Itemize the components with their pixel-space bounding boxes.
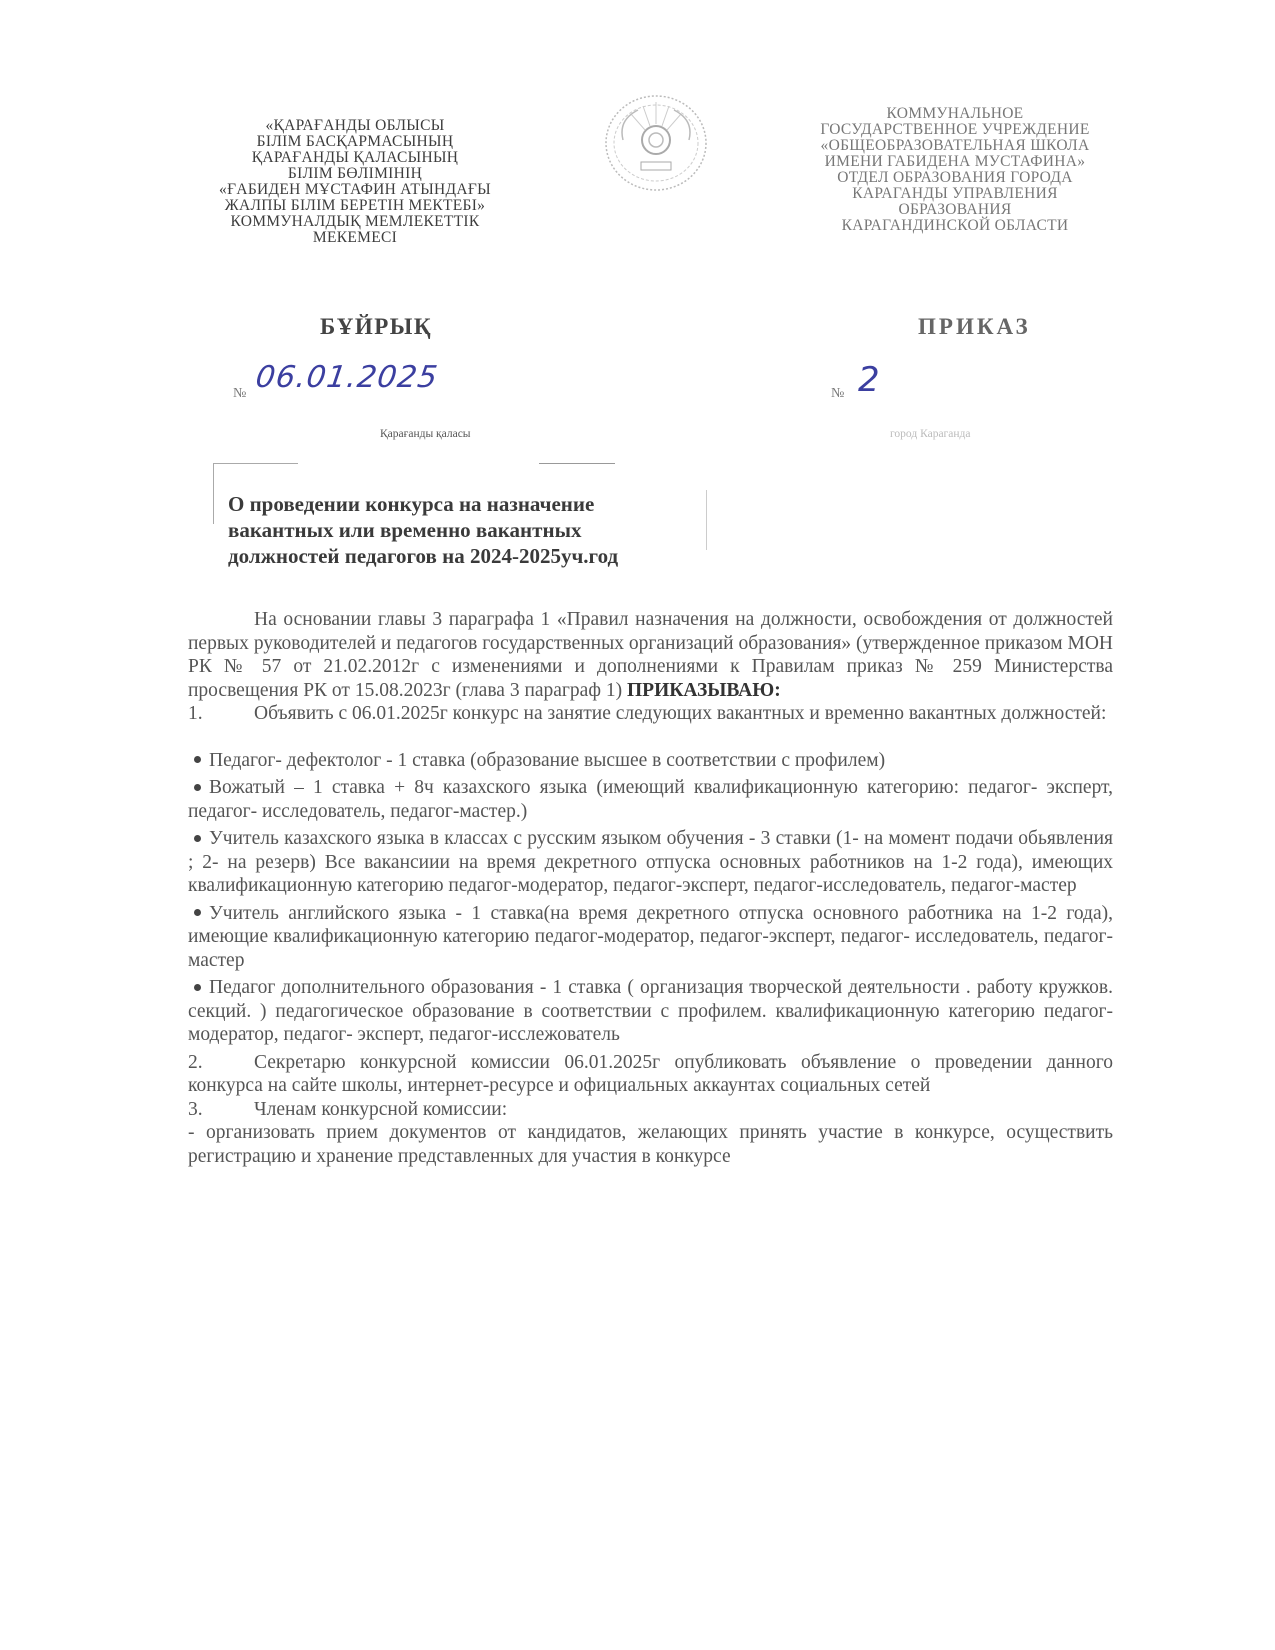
handwritten-order-number: 2 [858,360,880,400]
bullet-icon [194,835,201,842]
item-text: Членам конкурсной комиссии: [254,1098,508,1120]
position-item: Педагог дополнительного образования - 1 ставка ( организация творческой деятельности . работу кружков. секций. ) педагогическое образование в соответствии с профилем. квалификационную категорию педагог-модератор, педагог- эксперт, педагог-исслежователь [188,977,1113,1045]
order-item-3 [188,1098,1113,1122]
order-title-kz: БҰЙРЫҚ [320,314,433,339]
header-ru-line: КАРАГАНДЫ УПРАВЛЕНИЯ [852,185,1058,202]
header-ru-line: КОММУНАЛЬНОЕ [886,105,1024,122]
state-emblem-icon [603,90,709,196]
bullet-icon [194,756,201,763]
header-kz-line: БІЛІМ БАСҚАРМАСЫНЫҢ [256,133,454,150]
order-item-1 [188,702,1113,726]
order-item-2 [188,1051,1113,1098]
subject-bracket-right [539,463,615,464]
header-kz-line: «ҒАБИДЕН МҰСТАФИН АТЫНДАҒЫ [219,181,491,198]
header-kz-line: КОММУНАЛДЫҚ МЕМЛЕКЕТТІК [230,213,480,230]
header-ru-block [770,106,1140,234]
position-item: Учитель казахского языка в классах с русским языком обучения - 3 ставки (1- на момент подачи обьявления ; 2- на резерв) Все вакансиии на время декретного отпуска основных работников на 1-2 года), имеющих квалификационную категорию педагог-модератор, педагог-эксперт, педагог-исследователь, педагог-мастер [188,828,1113,896]
bullet-icon [194,784,201,791]
subject-line: О проведении конкурса на назначение [228,492,595,516]
preamble-text: На основании главы 3 параграфа 1 «Правил назначения на должности, освобождения от должностей первых руководителей и педагогов государственных организаций образования» (утвержденное приказом МОН РК № 57 от 21.02.2012г с изменениями и дополнениями к Правилам приказ № 259 Министерства просвещения РК от 15.08.2023г (глава 3 параграф 1) [188,609,1113,701]
item-text: Объявить с 06.01.2025г конкурс на занятие следующих вакантных и временно вакантных должностей: [254,703,1107,724]
header-kz-line: «ҚАРАҒАНДЫ ОБЛЫСЫ [265,117,445,134]
order-word: ПРИКАЗЫВАЮ: [626,679,781,701]
order-subject [228,491,618,569]
header-ru-line: КАРАГАНДИНСКОЙ ОБЛАСТИ [841,217,1069,234]
number-label-right: № [831,386,845,401]
header-kz-line: БІЛІМ БӨЛІМІНІҢ [287,165,423,182]
item-text: Секретарю конкурсной комиссии 06.01.2025г опубликовать объявление о проведении данного конкурса на сайте школы, интернет-ресурсе и официальных аккаунтах социальных сетей [188,1051,1113,1096]
header-kz-line: МЕКЕМЕСІ [312,229,398,246]
bullet-icon [194,984,201,991]
number-label-left: № [233,386,247,401]
header-ru-line: ОБРАЗОВАНИЯ [898,201,1012,218]
preamble-paragraph [188,608,1113,702]
header-kz-line: ҚАРАҒАНДЫ ҚАЛАСЫНЫҢ [251,149,459,166]
header-ru-line: «ОБЩЕОБРАЗОВАТЕЛЬНАЯ ШКОЛА [820,137,1090,154]
city-ru: город Караганда [890,428,971,440]
item-number: 2. [188,1051,203,1073]
order-item-3-sub: - организовать прием документов от кандидатов, желающих принять участие в конкурсе, осуществить регистрацию и хранение представленных для участия в конкурсе [188,1122,1113,1167]
handwritten-date: 06.01.2025 [253,360,441,395]
position-item: Учитель английского языка - 1 ставка(на время декретного отпуска основного работника на 1-2 года), имеющие квалификационную категорию педагог-модератор, педагог-эксперт, педагог- исследователь, педагог-мастер [188,902,1113,971]
header-ru-line: ГОСУДАРСТВЕННОЕ УЧРЕЖДЕНИЕ [820,121,1090,138]
header-ru-line: ИМЕНИ ГАБИДЕНА МУСТАФИНА» [824,153,1086,170]
order-title-ru: ПРИКАЗ [918,314,1031,339]
bullet-icon [194,909,201,916]
item-number: 1. [188,703,203,724]
subject-line: вакантных или временно вакантных [228,518,582,542]
position-item: Вожатый – 1 ставка + 8ч казахского языка (имеющий квалификационную категорию: педагог- эксперт, педагог- исследователь, педагог-мастер.) [188,777,1113,822]
position-item: Педагог- дефектолог - 1 ставка (образование высшее в соответствии с профилем) [188,749,1113,773]
subject-bracket-right-vertical [706,490,707,550]
header-ru-line: ОТДЕЛ ОБРАЗОВАНИЯ ГОРОДА [837,169,1073,186]
header-kz-block [170,118,540,246]
city-kz: Қарағанды қаласы [380,428,471,440]
item-number: 3. [188,1098,203,1120]
subject-line: должностей педагогов на 2024-2025уч.год [228,544,619,568]
header-kz-line: ЖАЛПЫ БІЛІМ БЕРЕТІН МЕКТЕБІ» [224,197,486,214]
order-body [188,608,1113,1168]
